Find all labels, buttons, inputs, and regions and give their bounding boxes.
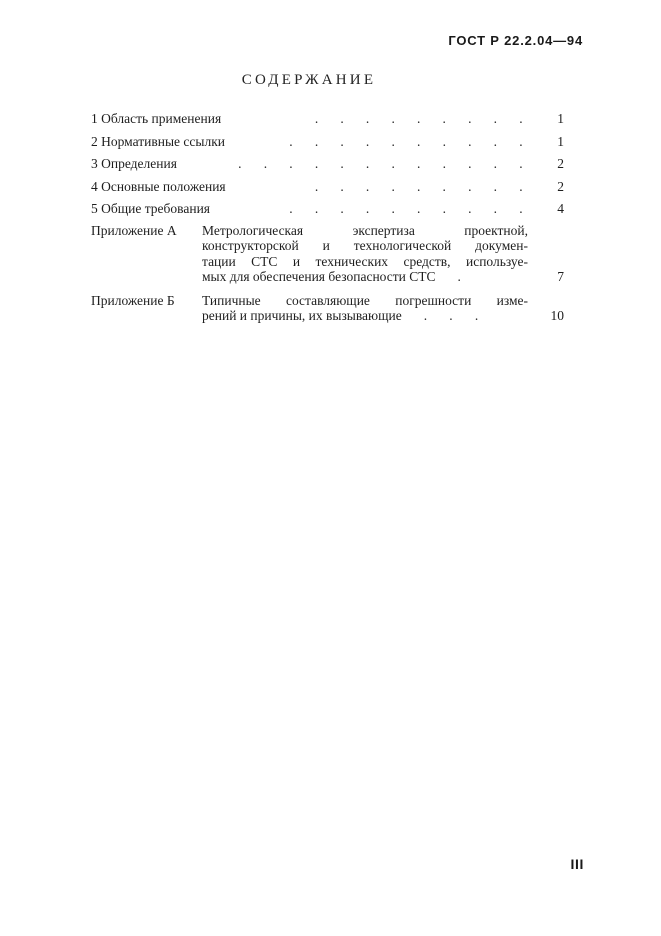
- appendix-title-line: рений и причины, их вызывающие: [202, 308, 402, 323]
- toc-entry-page: 7: [557, 269, 564, 284]
- toc-entry-page: 10: [550, 308, 564, 323]
- appendix-label: Приложение А: [91, 222, 177, 238]
- appendix-title-last-line: [202, 308, 528, 324]
- dot-leader: . . . . . . . . .: [314, 111, 532, 126]
- toc-entry-label: 3 Определения: [91, 156, 177, 171]
- toc-entry-label: 1 Область применения: [91, 111, 222, 126]
- toc-entry-scope[interactable]: [91, 108, 568, 131]
- page-number: III: [570, 856, 584, 872]
- dot-leader: . . . . . . . . . .: [289, 201, 532, 216]
- toc-entry-page: 2: [557, 178, 564, 194]
- toc-entry-basic-provisions[interactable]: [91, 176, 568, 199]
- appendix-title-line: Типичные составляющие погрешности изме-: [202, 292, 528, 308]
- appendix-title-line: мых для обеспечения безопасности СТС: [202, 269, 436, 284]
- appendix-title-line: Метрологическая экспертиза проектной,: [202, 222, 528, 238]
- appendix-title-line: тации СТС и технических средств, используе-: [202, 253, 528, 269]
- toc-entry-page: 2: [557, 156, 564, 171]
- dot-leader: . . . . . . . . . .: [289, 133, 532, 149]
- toc-entry-page: 1: [557, 133, 564, 149]
- toc-entry-label: 4 Основные положения: [91, 178, 226, 194]
- appendix-label: Приложение Б: [91, 292, 175, 308]
- appendix-title: [202, 293, 528, 324]
- document-code: ГОСТ Р 22.2.04—94: [448, 33, 583, 48]
- dot-leader: . . . . . . . . . . . .: [238, 156, 532, 171]
- toc-entry-page: 4: [557, 201, 564, 216]
- appendix-title-line: конструкторской и технологической докумен-: [202, 238, 528, 253]
- page-title: СОДЕРЖАНИЕ: [241, 72, 377, 88]
- dot-leader: . . . . . . . . .: [314, 178, 532, 194]
- toc-entry-general-requirements[interactable]: [91, 198, 568, 221]
- toc-entry-normative-references[interactable]: [91, 131, 568, 154]
- spacer: [91, 285, 568, 291]
- dot-leader: . . .: [423, 308, 488, 323]
- table-of-contents: [91, 108, 568, 324]
- toc-entry-label: 5 Общие требования: [91, 201, 211, 216]
- toc-entry-appendix-b[interactable]: [91, 293, 568, 324]
- appendix-title-last-line: [202, 269, 528, 285]
- dot-leader: .: [457, 269, 471, 284]
- toc-entry-appendix-a[interactable]: [91, 223, 568, 285]
- toc-entry-definitions[interactable]: [91, 153, 568, 176]
- appendix-title: [202, 223, 528, 285]
- toc-entry-label: 2 Нормативные ссылки: [91, 133, 225, 149]
- toc-entry-page: 1: [557, 111, 564, 126]
